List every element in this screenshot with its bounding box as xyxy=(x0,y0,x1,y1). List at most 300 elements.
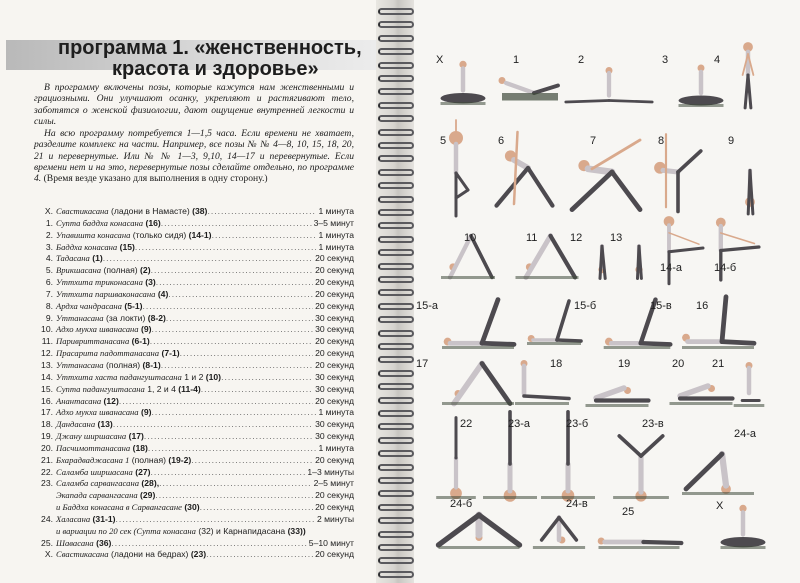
program-row-time: 20 секунд xyxy=(315,490,354,501)
binding-ring xyxy=(378,155,414,162)
program-row xyxy=(34,490,354,502)
pose-number-label: 13 xyxy=(610,232,623,244)
program-row-detail: (полная) xyxy=(129,454,169,465)
program-row-time: 30 секунд xyxy=(315,312,354,323)
program-row-pose: Прасарита падоттанасана xyxy=(56,348,160,359)
program-row xyxy=(34,467,354,479)
pose-number-label: 15-в xyxy=(650,300,672,312)
program-row-leader xyxy=(151,467,306,479)
pose-figure xyxy=(436,118,476,218)
program-row-time: 1 минута xyxy=(318,407,354,418)
program-row-time: 2 минуты xyxy=(316,513,354,524)
program-row-leader xyxy=(115,514,314,526)
program-row-pose: Супта баддха конасана xyxy=(56,217,144,228)
program-row-time: 20 секунд xyxy=(315,277,354,288)
pose-figure xyxy=(610,420,672,500)
program-row-leader xyxy=(161,360,313,372)
program-row xyxy=(34,253,354,265)
pose-number-label: 20 xyxy=(672,358,685,370)
program-row xyxy=(34,478,354,490)
binding-ring xyxy=(378,236,414,243)
program-row-time: 30 секунд xyxy=(315,419,354,430)
program-row-number: Х. xyxy=(44,549,53,560)
program-row xyxy=(34,455,354,467)
program-row xyxy=(34,218,354,230)
program-row-number: 20. xyxy=(41,442,53,453)
pose-number-label: 23-а xyxy=(508,418,531,430)
program-row-ref: (3) xyxy=(145,277,156,288)
pose-drawing xyxy=(486,58,566,108)
pose-drawing xyxy=(654,210,704,286)
pose-number-label: 9 xyxy=(728,135,735,147)
program-row-detail: 1 и 2 xyxy=(181,371,206,382)
program-row-number: 8. xyxy=(45,300,53,311)
program-row-pose: Уттхита паршваконасана xyxy=(56,288,156,299)
binding-ring xyxy=(378,504,414,511)
program-row-ref: (7-1) xyxy=(161,348,180,359)
pose-drawing xyxy=(438,294,518,350)
pose-illustrations xyxy=(414,0,800,583)
program-row-time: 2–5 минут xyxy=(313,478,354,489)
program-row-time: 20 секунд xyxy=(315,454,354,465)
binding-ring xyxy=(378,450,414,457)
program-row-pose: Упавишта конасана xyxy=(56,229,131,240)
pose-number-label: 1 xyxy=(513,54,520,66)
pose-number-label: 22 xyxy=(460,418,473,430)
program-row xyxy=(34,514,354,526)
binding-ring xyxy=(378,343,414,350)
pose-number-label: 15-б xyxy=(574,300,597,312)
pose-drawing xyxy=(732,358,766,408)
program-row-pose: Халасана xyxy=(56,513,91,524)
program-row-pose: Уттанасана xyxy=(56,359,104,370)
pose-number-label: 12 xyxy=(570,232,583,244)
program-row-number: 23. xyxy=(41,478,53,489)
binding-ring xyxy=(378,571,414,578)
program-row xyxy=(34,289,354,301)
program-row-ref: (23) xyxy=(190,549,207,560)
binding-ring xyxy=(378,370,414,377)
program-row-number: 10. xyxy=(41,324,53,335)
pose-figure xyxy=(434,500,524,550)
program-row-ref: (2) xyxy=(140,265,151,276)
program-row xyxy=(34,301,354,313)
program-row-time: 20 секунд xyxy=(315,265,354,276)
program-row-leader xyxy=(144,431,313,443)
binding-ring xyxy=(378,102,414,109)
pose-drawing xyxy=(732,146,768,216)
program-row xyxy=(34,396,354,408)
program-row-leader xyxy=(148,443,317,455)
program-row-time: 20 секунд xyxy=(315,288,354,299)
pose-number-label: 23-б xyxy=(566,418,589,430)
program-row xyxy=(34,313,354,325)
pose-figure xyxy=(594,500,684,550)
program-row-detail: (полная) xyxy=(103,359,143,370)
pose-figure xyxy=(486,58,566,108)
program-row-ref: (12) xyxy=(103,395,119,406)
program-row-pose: и Баддха конасана в Сарвангасане xyxy=(56,502,182,513)
program-row xyxy=(34,526,354,538)
pose-number-label: 17 xyxy=(416,358,429,370)
pose-number-label: 4 xyxy=(714,54,721,66)
program-row-leader xyxy=(207,206,316,218)
pose-drawing xyxy=(642,130,702,214)
program-row-pose: Ардха чандрасана xyxy=(56,300,122,311)
program-row xyxy=(34,206,354,218)
program-row-time: 1–3 минуты xyxy=(307,466,354,477)
pose-number-label: Х xyxy=(716,500,724,512)
program-row-time: 20 секунд xyxy=(315,502,354,513)
binding-ring xyxy=(378,464,414,471)
program-row-ref: (13) xyxy=(97,419,113,430)
binding-ring xyxy=(378,35,414,42)
program-row-number: 2. xyxy=(45,229,53,240)
program-row-number: 25. xyxy=(41,537,53,548)
binding-ring xyxy=(378,115,414,122)
binding-ring xyxy=(378,142,414,149)
pose-number-label: 14-а xyxy=(660,262,683,274)
program-row-number: 16. xyxy=(41,395,53,406)
program-row-detail: (32) и Карнапидасана xyxy=(195,525,288,536)
pose-number-label: 8 xyxy=(658,135,665,147)
program-row-time: 20 секунд xyxy=(315,253,354,264)
pose-drawing xyxy=(486,128,556,208)
binding-ring xyxy=(378,62,414,69)
program-row-pose: Анантасана xyxy=(56,395,102,406)
pose-number-label: 6 xyxy=(498,135,505,147)
pose-number-label: 5 xyxy=(440,135,447,147)
pose-drawing xyxy=(582,358,652,408)
pose-drawing xyxy=(438,356,518,406)
program-row-detail: (ладони в Намасте) xyxy=(108,206,193,216)
program-row-number: 9. xyxy=(45,312,53,323)
binding-ring xyxy=(378,316,414,323)
program-row-ref: (30) xyxy=(184,502,200,513)
pose-drawing xyxy=(512,356,572,406)
pose-figure xyxy=(582,358,652,408)
program-row-pose: Паривриттанасана xyxy=(56,336,130,347)
program-row-pose: Уттхита хаста падангуштасана xyxy=(56,371,182,382)
program-row-leader xyxy=(151,324,313,336)
pose-drawing xyxy=(436,118,476,218)
binding-ring xyxy=(378,222,414,229)
page-title: программа 1. «женственность, xyxy=(58,37,362,59)
pose-number-label: 24-в xyxy=(566,498,588,510)
binding-ring xyxy=(378,517,414,524)
pose-drawing xyxy=(438,54,488,106)
program-row-time: 1 минута xyxy=(318,206,354,216)
program-row-ref: (4) xyxy=(157,288,169,299)
program-row-ref: (31-1) xyxy=(92,513,116,524)
program-row-leader xyxy=(155,490,313,502)
program-row-pose: Уттанасана xyxy=(56,312,104,323)
pose-number-label: 16 xyxy=(696,300,709,312)
program-row-number: 11. xyxy=(41,336,53,347)
binding-ring xyxy=(378,383,414,390)
program-row-leader xyxy=(168,289,313,301)
page-title-continued: красота и здоровье» xyxy=(112,58,319,80)
program-row-detail: (за локти) xyxy=(103,312,148,323)
program-row-leader xyxy=(135,242,317,254)
binding-ring xyxy=(378,410,414,417)
program-row-pose: Баддха конасана xyxy=(56,241,118,252)
intro-text xyxy=(34,82,354,186)
pose-figure xyxy=(732,146,768,216)
binding-ring xyxy=(378,75,414,82)
pose-drawing xyxy=(624,228,654,280)
program-row-number: 21. xyxy=(41,454,53,465)
program-row-ref: (5-1) xyxy=(124,300,143,311)
pose-drawing xyxy=(678,294,758,350)
program-row-leader xyxy=(143,301,314,313)
binding-ring xyxy=(378,330,414,337)
pose-number-label: 3 xyxy=(662,54,669,66)
program-row-leader xyxy=(200,502,313,514)
program-row-leader xyxy=(166,313,313,325)
program-row-ref: (8-1) xyxy=(142,359,161,370)
program-row-ref: (11-4) xyxy=(178,383,201,394)
program-row-leader xyxy=(113,419,313,431)
program-row-leader xyxy=(151,265,314,277)
program-row-leader xyxy=(206,549,313,561)
spiral-binding xyxy=(376,0,416,583)
binding-ring xyxy=(378,21,414,28)
pose-figure xyxy=(678,294,758,350)
program-row-leader xyxy=(201,384,313,396)
program-row-pose: Адхо мукха шванасана xyxy=(56,324,139,335)
program-row-ref: (19-2) xyxy=(168,454,192,465)
binding-ring xyxy=(378,437,414,444)
pose-figure xyxy=(486,128,556,208)
program-row-ref: (27) xyxy=(135,466,151,477)
binding-ring xyxy=(378,8,414,15)
program-row-pose: Джану ширшасана xyxy=(56,431,127,442)
program-row-detail: (только сидя) xyxy=(130,229,189,240)
program-row-number: 1. xyxy=(45,217,53,228)
program-row xyxy=(34,502,354,514)
pose-number-label: 21 xyxy=(712,358,725,370)
binding-ring xyxy=(378,397,414,404)
binding-ring xyxy=(378,209,414,216)
pose-number-label: 14-б xyxy=(714,262,737,274)
binding-ring xyxy=(378,356,414,363)
program-row-number: 17. xyxy=(41,407,53,418)
pose-figure xyxy=(512,356,572,406)
binding-ring xyxy=(378,477,414,484)
program-row-number: 19. xyxy=(41,431,53,442)
program-row-pose: Адхо мукха шванасана xyxy=(56,407,139,418)
program-row xyxy=(34,407,354,419)
pose-drawing xyxy=(564,132,644,212)
program-row-number: 3. xyxy=(45,241,53,252)
program-row-time: 30 секунд xyxy=(315,431,354,442)
binding-ring xyxy=(378,544,414,551)
program-row-pose: Свастикасана xyxy=(56,549,109,560)
program-row-time: 1 минута xyxy=(318,229,354,240)
pose-figure xyxy=(438,356,518,406)
pose-number-label: 19 xyxy=(618,358,631,370)
program-row xyxy=(34,336,354,348)
program-row-ref: (14-1) xyxy=(188,229,212,240)
program-row-number: 6. xyxy=(45,277,53,288)
program-row-leader xyxy=(221,372,313,384)
program-row-ref: (17) xyxy=(128,431,144,442)
program-row-time: 1 минута xyxy=(318,241,354,252)
program-row-time: 1 минута xyxy=(318,442,354,453)
binding-ring xyxy=(378,196,414,203)
pose-drawing xyxy=(730,40,766,110)
pose-number-label: 10 xyxy=(464,232,477,244)
program-row-number: 15. xyxy=(41,383,53,394)
binding-ring xyxy=(378,48,414,55)
program-row-ref: (10) xyxy=(205,371,222,382)
pose-drawing xyxy=(594,500,684,550)
program-row-detail: (ладони на бедрах) xyxy=(108,549,191,560)
program-row-time: 20 секунд xyxy=(315,549,354,560)
program-row-pose: Супта падангуштасана xyxy=(56,383,145,394)
program-row-detail: (полная) xyxy=(101,265,141,276)
program-row-pose: Саламба сарвангасана xyxy=(56,478,140,489)
intro-paragraph-2 xyxy=(34,128,354,184)
program-row-pose: Бхарадваджасана 1 xyxy=(56,454,130,465)
program-list xyxy=(34,206,354,561)
program-row-number: 4. xyxy=(45,253,53,264)
pose-number-label: 24-а xyxy=(734,428,757,440)
program-row xyxy=(34,230,354,242)
program-row-leader xyxy=(150,336,313,348)
program-row-leader xyxy=(212,230,317,242)
program-row-leader xyxy=(111,538,306,550)
intro-paragraph-1: В программу включены позы, которые кажутся нам женственными и грациозными. Они улучшают осанку, укрепляют и растягивают тело, заботятся о женской физиологии, дают ощущение внутренней легкости и силы. xyxy=(34,82,354,127)
binding-ring xyxy=(378,276,414,283)
program-row-ref: (16) xyxy=(145,217,161,228)
pose-figure xyxy=(564,132,644,212)
program-row-pose: Саламба ширшасана xyxy=(56,466,133,477)
pose-number-label: Х xyxy=(436,54,444,66)
pose-figure xyxy=(730,40,766,110)
pose-figure xyxy=(718,498,768,550)
program-row-ref: (18) xyxy=(132,442,148,453)
pose-number-label: 7 xyxy=(590,135,597,147)
program-row-number: 22. xyxy=(41,466,53,477)
binding-ring xyxy=(378,303,414,310)
program-row xyxy=(34,538,354,550)
program-row-number: 13. xyxy=(41,359,53,370)
program-row-detail: 1, 2 и 4 xyxy=(144,383,179,394)
binding-ring xyxy=(378,490,414,497)
program-row-leader xyxy=(151,407,316,419)
program-row-leader xyxy=(119,396,313,408)
program-row xyxy=(34,372,354,384)
pose-number-label: 2 xyxy=(578,54,585,66)
program-row-number: 24. xyxy=(41,513,53,524)
program-row xyxy=(34,431,354,443)
program-row-time: 30 секунд xyxy=(315,324,354,335)
pose-number-label: 15-а xyxy=(416,300,439,312)
program-row-pose: Дандасана xyxy=(56,419,96,430)
program-row-time: 30 секунд xyxy=(315,383,354,394)
binding-ring xyxy=(378,88,414,95)
program-row-pose: Свастикасана xyxy=(56,206,109,216)
pose-number-label: 23-в xyxy=(642,418,664,430)
intro-time-note: (Время везде указано для выполнения в одну сторону.) xyxy=(43,173,268,185)
pose-figure xyxy=(624,228,654,280)
program-row-ref: (36) xyxy=(96,537,112,548)
program-row-number: 12. xyxy=(41,348,53,359)
program-row-ref: (33)) xyxy=(287,525,306,536)
binding-ring xyxy=(378,423,414,430)
binding-ring xyxy=(378,182,414,189)
program-row-leader xyxy=(159,478,312,490)
program-row-time: 20 секунд xyxy=(315,395,354,406)
program-row xyxy=(34,277,354,289)
intro-paragraph-2-text: На всю программу потребуется 1—1,5 часа. Если времени не хватает, разделите комплекс на части. Например, все позы № № 4—8, 10, 15, 18, 20, 21 и перевернутые. Или № № 1—3, 9,10, 14—17 и перевернутые. Если времени нет и на это, перевернутые позы сделайте отдельно, по программе 4. xyxy=(34,128,354,185)
binding-ring xyxy=(378,557,414,564)
program-row-pose: Экапада сарвангасана xyxy=(56,490,138,501)
program-row xyxy=(34,419,354,431)
program-row-number: 18. xyxy=(41,419,53,430)
program-row-pose: Уттхита триконасана xyxy=(56,277,143,288)
binding-ring xyxy=(378,289,414,296)
program-row-leader xyxy=(156,277,313,289)
program-row xyxy=(34,242,354,254)
pose-figure xyxy=(438,294,518,350)
program-row xyxy=(34,265,354,277)
program-row xyxy=(34,324,354,336)
program-row-ref: (1) xyxy=(92,253,103,264)
pose-drawing xyxy=(434,500,524,550)
binding-ring xyxy=(378,129,414,136)
program-row-leader xyxy=(103,253,313,265)
pose-number-label: 11 xyxy=(526,232,538,244)
program-row-pose: и вариации по 20 сек (Супта конасана xyxy=(56,525,196,536)
program-row-pose: Врикшасана xyxy=(56,265,102,276)
program-row-time: 20 секунд xyxy=(315,348,354,359)
program-row-number: Х. xyxy=(44,206,53,216)
binding-ring xyxy=(378,531,414,538)
pose-drawing xyxy=(610,420,672,500)
program-row-ref: (38) xyxy=(192,206,208,216)
pose-figure xyxy=(642,130,702,214)
program-row-time: 20 секунд xyxy=(315,336,354,347)
program-row-ref: (9) xyxy=(140,407,152,418)
binding-ring xyxy=(378,263,414,270)
program-row-ref: (28), xyxy=(141,478,160,489)
program-row-leader xyxy=(161,218,312,230)
left-page xyxy=(0,0,378,583)
program-row-ref: (15) xyxy=(119,241,135,252)
program-row xyxy=(34,443,354,455)
program-row xyxy=(34,348,354,360)
program-row-time: 3–5 минут xyxy=(313,217,354,228)
program-row-time: 30 секунд xyxy=(315,371,354,382)
program-row-ref: (9) xyxy=(140,324,152,335)
program-row-ref: (6-1) xyxy=(131,336,150,347)
program-row-time: 20 секунд xyxy=(315,300,354,311)
program-row xyxy=(34,360,354,372)
program-row-ref: (8-2) xyxy=(147,312,166,323)
binding-ring xyxy=(378,169,414,176)
program-row-pose: Тадасана xyxy=(56,253,90,264)
pose-figure xyxy=(654,210,704,286)
program-row-leader xyxy=(180,348,313,360)
pose-number-label: 18 xyxy=(550,358,563,370)
program-row-leader xyxy=(191,455,313,467)
pose-figure xyxy=(438,54,488,106)
program-row-number: 14. xyxy=(41,371,53,382)
program-row-number: 7. xyxy=(45,288,53,299)
